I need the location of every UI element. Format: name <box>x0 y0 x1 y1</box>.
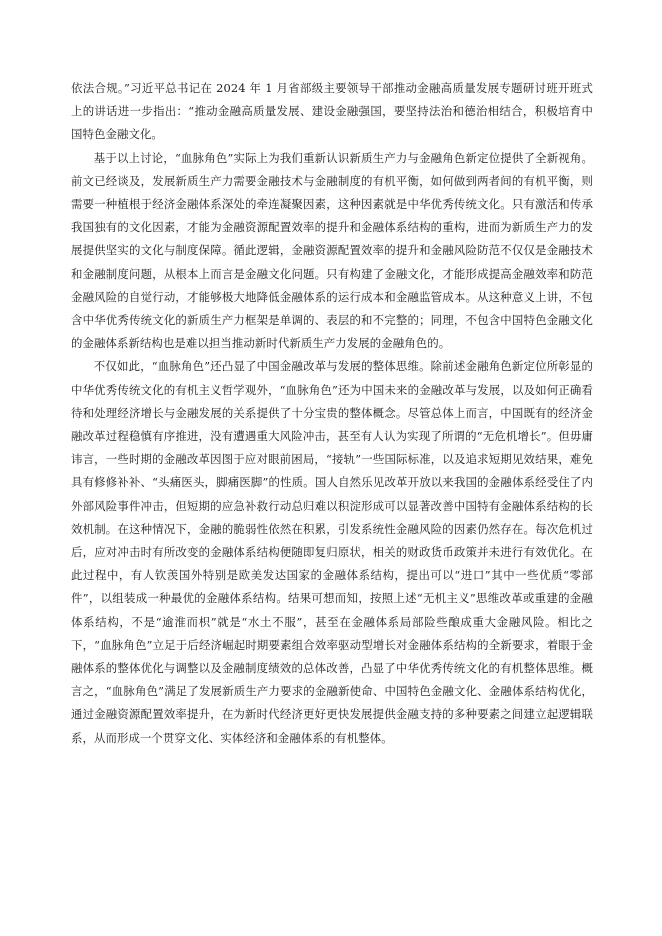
document-body <box>71 77 593 750</box>
paragraph-holistic-thinking: 不仅如此，“血脉角色”还凸显了中国金融改革与发展的整体思维。除前述金融角色新定位所彰显的中华优秀传统文化的有机主义哲学观外，“血脉角色”还为中国未来的金融改革与发展，以及如何正确看待和处理经济增长与金融发展的关系提供了十分宝贵的整体概念。尽管总体上而言，中国既有的经济金融改革过程稳慎有序推进，没有遭遇重大风险冲击，甚至有人认为实现了所谓的“无危机增长”。但毋庸讳言，一些时期的金融改革因图于应对眼前困局，“接轨”一些国际标准，以及追求短期见效结果，难免具有修修补补、“头痛医头，脚痛医脚”的性质。国人自然乐见改革开放以来我国的金融体系经受住了内外部风险事件冲击，但短期的应急补救行动总归难以积淀形成可以显著改善中国特有金融体系结构的长效机制。在这种情况下，金融的脆弱性依然在积累，引发系统性金融风险的因素仍然存在。每次危机过后，应对冲击时有所改变的金融体系结构便随即复归原状，相关的财政货币政策并未进行有效优化。在此过程中，有人钦羡国外特别是欧美发达国家的金融体系结构，提出可以“进口”其中一些优质“零部件”，以组装成一种最优的金融体系结构。结果可想而知，按照上述“无机主义”思维改革或重建的金融体系结构，不是“逾淮而枳”就是“水土不服”，甚至在金融体系局部险些酿成重大金融风险。相比之下，“血脉角色”立足于后经济崛起时期要素组合效率驱动型增长对金融体系结构的全新要求，着眼于金融体系的整体优化与调整以及金融制度绩效的总体改善，凸显了中华优秀传统文化的有机整体思维。概言之，“血脉角色”满足了发展新质生产力要求的金融新使命、中国特色金融文化、金融体系结构优化，通过金融资源配置效率提升，在为新时代经济更好更快发展提供金融支持的多种要素之间建立起逻辑联系，从而形成一个贯穿文化、实体经济和金融体系的有机整体。 <box>71 359 593 745</box>
paragraph-blood-role-perspective: 基于以上讨论，“血脉角色”实际上为我们重新认识新质生产力与金融角色新定位提供了全新视角。前文已经谈及，发展新质生产力需要金融技术与金融制度的有机平衡，如何做到两者间的有机平衡，则需要一种植根于经济金融体系深处的牵连凝聚因素，这种因素就是中华优秀传统文化。只有激活和传承我国独有的文化因素，才能为金融资源配置效率的提升和金融体系结构的重构，进而为新质生产力的发展提供坚实的文化与制度保障。循此逻辑，金融资源配置效率的提升和金融风险防范不仅仅是金融技术和金融制度问题，从根本上而言是金融文化问题。只有构建了金融文化，才能形成提高金融效率和防范金融风险的自觉行动，才能够极大地降低金融体系的运行成本和金融监管成本。从这种意义上讲，不包含中华优秀传统文化的新质生产力框架是单调的、表层的和不完整的；同理，不包含中国特色金融文化的金融体系新结构也是难以担当推动新时代新质生产力发展的金融角色的。 <box>71 150 593 351</box>
paragraph-continuation: 依法合规。”习近平总书记在 2024 年 1 月省部级主要领导干部推动金融高质量发展专题研讨班开班式上的讲话进一步指出：“推动金融高质量发展、建设金融强国，要坚持法治和德治相结合，积极培育中国特色金融文化。 <box>71 81 593 142</box>
